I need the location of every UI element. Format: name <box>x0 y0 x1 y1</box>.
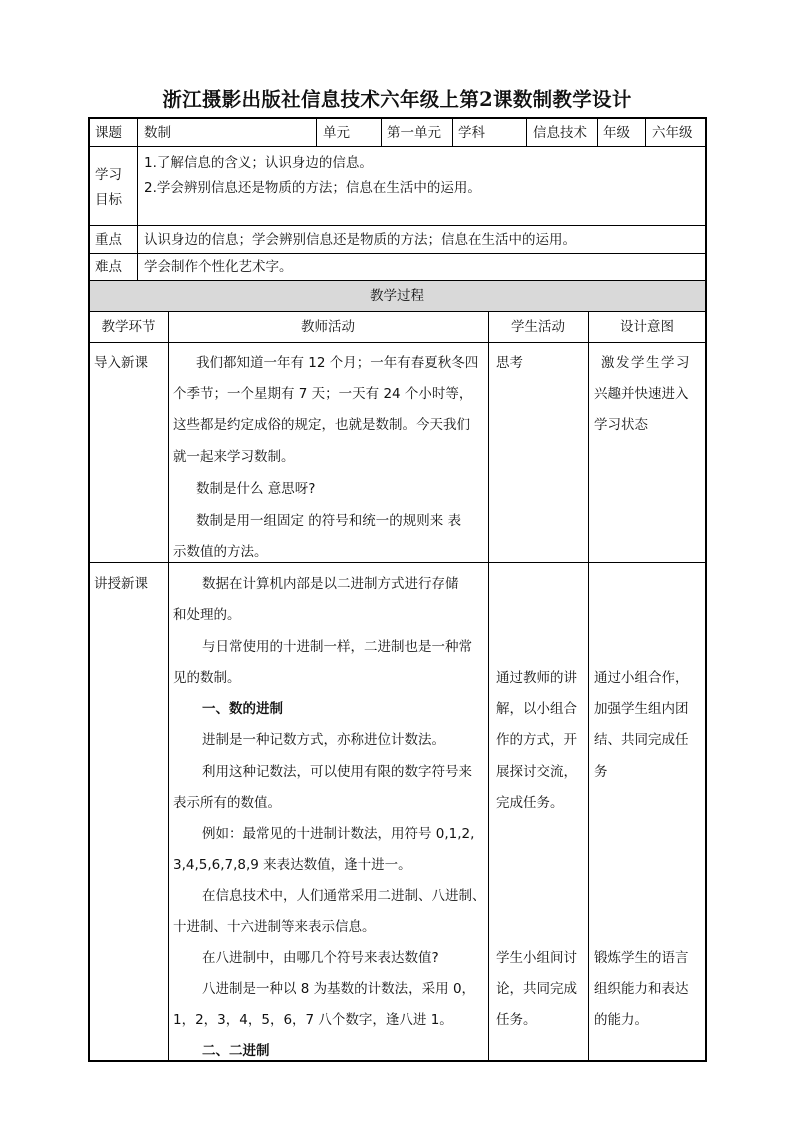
intro-teacher-line: 数制是什么 意思呀? <box>196 481 316 497</box>
column-header-student: 学生活动 <box>511 319 565 335</box>
lecture-student-line: 论，共同完成 <box>496 981 577 997</box>
difficulty-label: 难点 <box>95 259 122 275</box>
intro-teacher-line: 数制是用一组固定 的符号和统一的规则来 表 <box>196 513 462 529</box>
document-title: 浙江摄影出版社信息技术六年级上第2课数制教学设计 <box>162 88 632 111</box>
lecture-teacher-line: 与日常使用的十进制一样，二进制也是一种常 <box>202 639 472 655</box>
lecture-student-line: 解，以小组合 <box>496 701 577 717</box>
goals-label-line1: 学习 <box>95 167 122 183</box>
intro-student: 思考 <box>496 355 523 371</box>
intro-teacher-line: 示数值的方法。 <box>173 544 268 560</box>
section-heading: 一、数的进制 <box>202 701 283 717</box>
lecture-design-line: 的能力。 <box>594 1012 648 1028</box>
intro-design-line: 学习状态 <box>594 417 648 433</box>
subject-value: 信息技术 <box>533 125 587 141</box>
lecture-student-line: 任务。 <box>496 1012 537 1028</box>
lecture-teacher-line: 和处理的。 <box>173 607 241 623</box>
column-header-stage: 教学环节 <box>101 319 156 335</box>
intro-teacher-line: 就一起来学习数制。 <box>173 449 295 465</box>
lecture-student-line: 作的方式，开 <box>496 732 577 748</box>
column-header-design: 设计意图 <box>620 319 674 335</box>
lecture-design-line: 组织能力和表达 <box>594 981 689 997</box>
lecture-stage: 讲授新课 <box>94 576 148 592</box>
section-heading: 二、二进制 <box>202 1043 270 1059</box>
lecture-teacher-line: 1，2，3，4，5，6，7 八个数字，逢八进 1。 <box>173 1012 453 1028</box>
lecture-design-line: 结、共同完成任 <box>594 732 689 748</box>
key-points-text: 认识身边的信息；学会辨别信息还是物质的方法；信息在生活中的运用。 <box>144 232 576 248</box>
lecture-design-line: 通过小组合作， <box>594 670 689 686</box>
unit-value: 第一单元 <box>387 125 441 141</box>
lecture-teacher-line: 进制是一种记数方式，亦称进位计数法。 <box>202 732 445 748</box>
key-points-label: 重点 <box>95 232 122 248</box>
goal-item: 2.学会辨别信息还是物质的方法；信息在生活中的运用。 <box>144 180 481 196</box>
lecture-teacher-line: 在信息技术中，人们通常采用二进制、八进制、 <box>202 888 486 904</box>
lecture-teacher-line: 十进制、十六进制等来表示信息。 <box>173 919 376 935</box>
topic-label: 课题 <box>95 125 122 141</box>
lecture-teacher-line: 表示所有的数值。 <box>173 795 281 811</box>
intro-teacher-line: 这些都是约定成俗的规定，也就是数制。今天我们 <box>173 417 470 433</box>
lecture-design-line: 加强学生组内团 <box>594 701 689 717</box>
lecture-student-line: 通过教师的讲 <box>496 670 577 686</box>
intro-design-line: 激发学生学习 <box>601 355 691 371</box>
intro-teacher-line: 个季节；一个星期有 7 天；一天有 24 个小时等， <box>173 386 473 402</box>
intro-design-line: 兴趣并快速进入 <box>594 386 689 402</box>
subject-label: 学科 <box>458 125 485 141</box>
lecture-teacher-line: 八进制是一种以 8 为基数的计数法，采用 0， <box>202 981 476 997</box>
lecture-design-line: 锻炼学生的语言 <box>594 950 689 966</box>
grade-value: 六年级 <box>652 125 693 141</box>
lecture-teacher-line: 数据在计算机内部是以二进制方式进行存储 <box>202 576 459 592</box>
unit-label: 单元 <box>323 125 350 141</box>
lecture-student-line: 完成任务。 <box>496 795 564 811</box>
goal-item: 1.了解信息的含义；认识身边的信息。 <box>144 155 373 171</box>
lecture-teacher-line: 例如：最常见的十进制计数法，用符号 0,1,2, <box>202 826 475 842</box>
lecture-teacher-line: 见的数制。 <box>173 670 241 686</box>
lecture-teacher-line: 利用这种记数法，可以使用有限的数字符号来 <box>202 764 472 780</box>
column-header-teacher: 教师活动 <box>301 319 355 335</box>
topic-value: 数制 <box>144 125 171 141</box>
lecture-student-line: 学生小组间讨 <box>496 950 577 966</box>
intro-stage: 导入新课 <box>94 355 148 371</box>
lecture-student-line: 展探讨交流， <box>496 764 577 780</box>
lecture-design-line: 务 <box>594 764 608 780</box>
goals-label-line2: 目标 <box>95 192 122 208</box>
lecture-teacher-line: 在八进制中，由哪几个符号来表达数值? <box>202 950 439 966</box>
process-header: 教学过程 <box>370 288 424 304</box>
difficulty-text: 学会制作个性化艺术字。 <box>144 259 293 275</box>
grade-label: 年级 <box>603 125 630 141</box>
lecture-teacher-line: 3,4,5,6,7,8,9 来表达数值，逢十进一。 <box>173 857 412 873</box>
intro-teacher-line: 我们都知道一年有 12 个月；一年有春夏秋冬四 <box>196 355 479 371</box>
